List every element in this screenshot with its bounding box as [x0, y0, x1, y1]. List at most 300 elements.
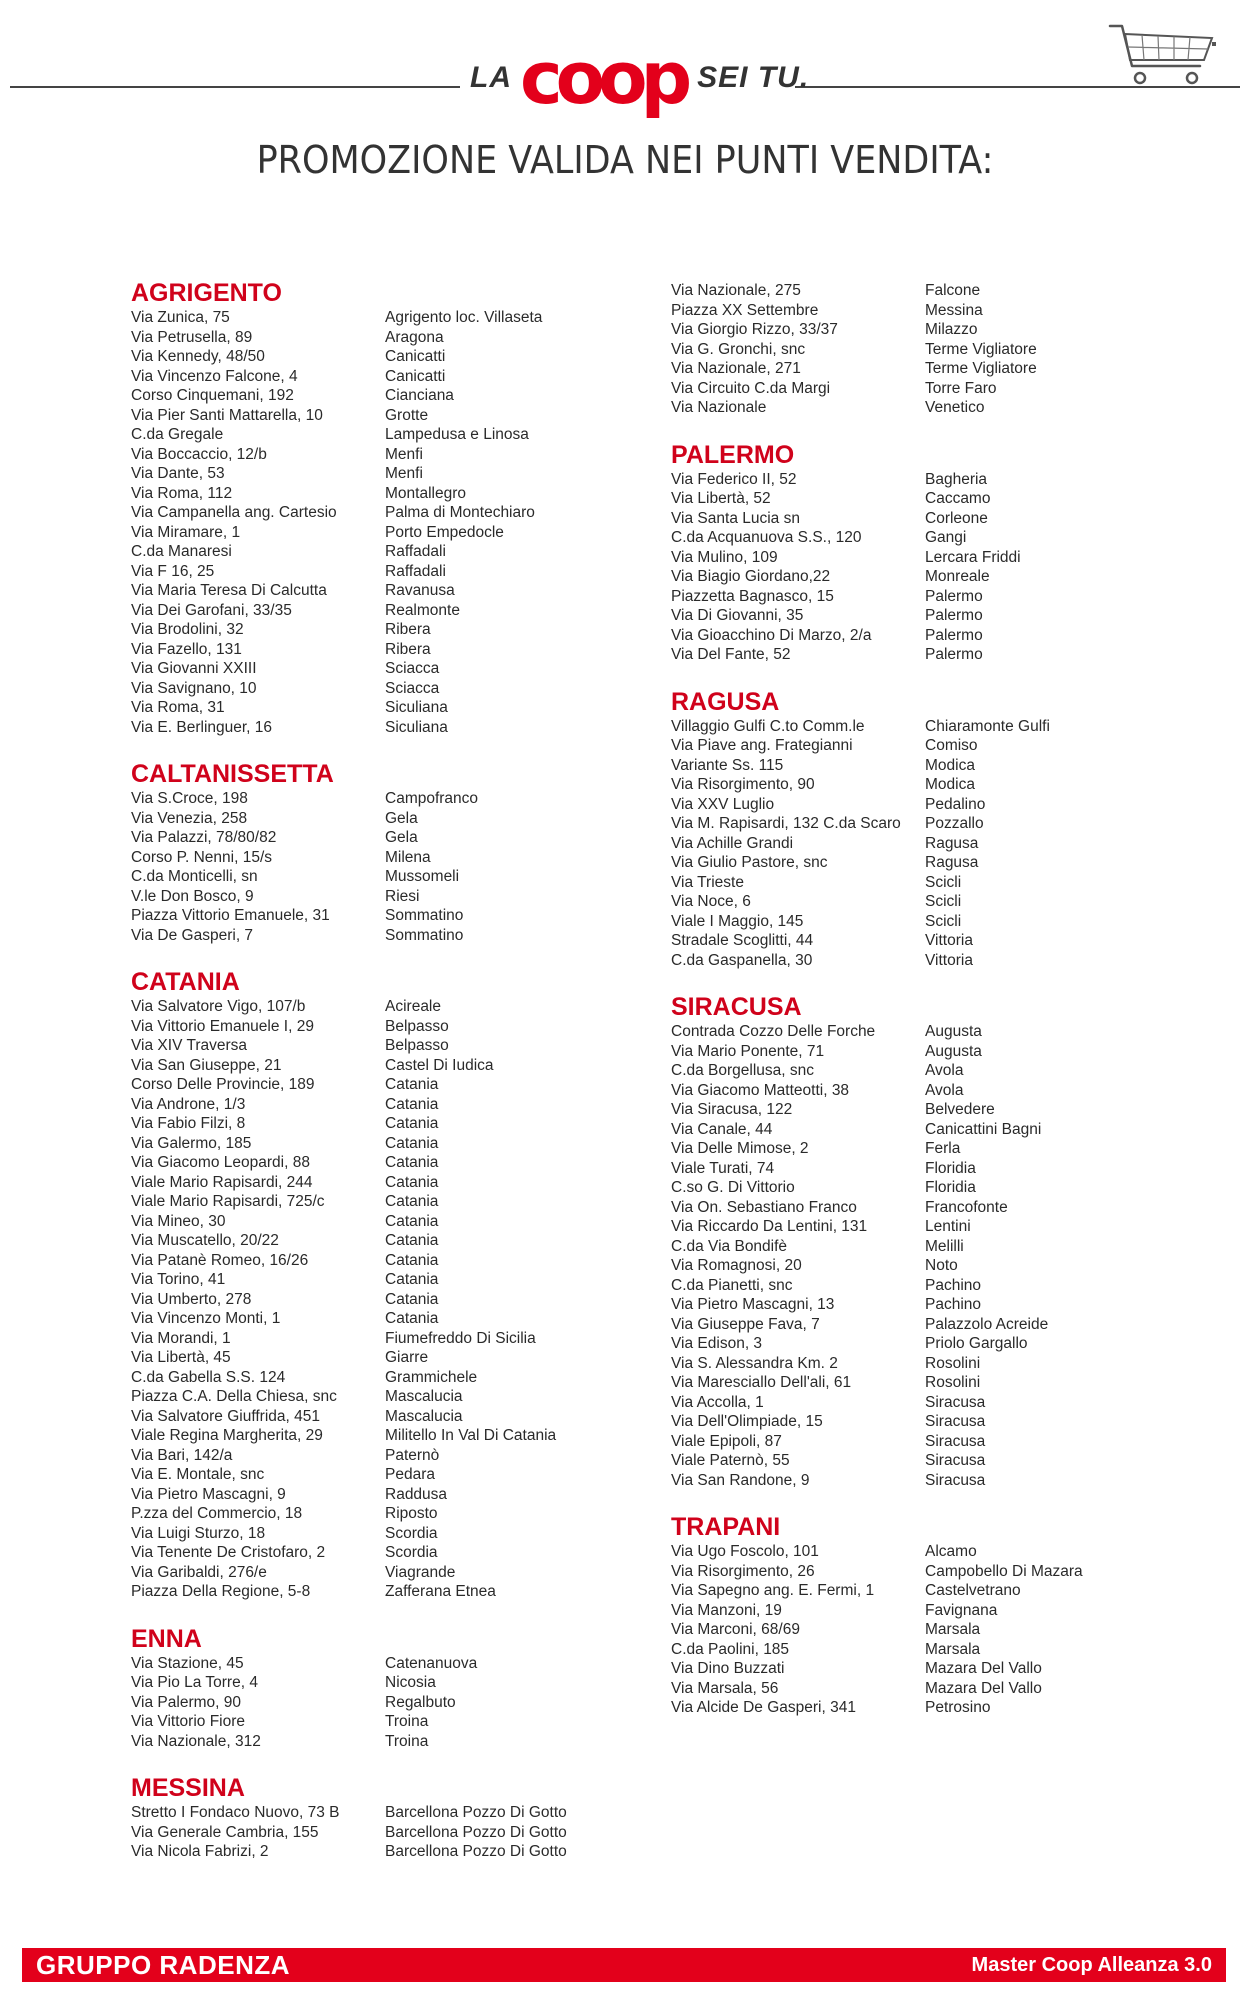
store-row [131, 503, 601, 523]
store-city: Canicatti [385, 348, 446, 365]
store-row [671, 931, 1141, 951]
store-row [131, 926, 601, 946]
store-address: Via Palermo, 90 [131, 1693, 241, 1711]
store-city: Avola [925, 1062, 964, 1079]
store-city: Messina [925, 301, 983, 319]
store-city: Ferla [925, 1140, 961, 1157]
store-row [671, 340, 1141, 360]
store-address: Via Noce, 6 [671, 893, 751, 910]
store-row [131, 867, 601, 887]
store-row [131, 425, 601, 445]
store-row [671, 1295, 1141, 1315]
province-heading: CALTANISSETTA [131, 760, 334, 788]
store-address: Via F 16, 25 [131, 562, 215, 580]
store-city: Catania [385, 1290, 439, 1308]
store-row [671, 1237, 1141, 1257]
store-city: Torre Faro [925, 379, 997, 397]
store-city: Scicli [925, 873, 962, 891]
store-row [131, 1192, 601, 1212]
store-city: Troina [385, 1713, 429, 1730]
store-address: Via Ugo Foscolo, 101 [671, 1543, 819, 1560]
store-city: Siracusa [925, 1452, 986, 1469]
store-row [671, 1100, 1141, 1120]
store-address: Corso Cinquemani, 192 [131, 387, 294, 404]
store-address: Via M. Rapisardi, 132 C.da Scaro [671, 815, 901, 832]
store-row [131, 1095, 601, 1115]
store-address: Via Venezia, 258 [131, 809, 248, 827]
store-row [671, 1601, 1141, 1621]
store-address: Viale Paternò, 55 [671, 1452, 790, 1469]
store-address: Via Libertà, 45 [131, 1349, 231, 1366]
store-city: Sommatino [385, 907, 464, 924]
store-city: Campobello Di Mazara [925, 1562, 1083, 1580]
store-row [131, 1056, 601, 1076]
store-address: Via Manzoni, 19 [671, 1601, 782, 1619]
store-row [671, 795, 1141, 815]
store-city: Catania [385, 1076, 439, 1093]
store-city: Augusta [925, 1023, 982, 1040]
store-city: Mascalucia [385, 1388, 463, 1405]
store-address: Via Trieste [671, 873, 744, 891]
store-address: Contrada Cozzo Delle Forche [671, 1023, 876, 1040]
store-city: Venetico [925, 399, 985, 416]
store-row [671, 1256, 1141, 1276]
store-address: V.le Don Bosco, 9 [131, 887, 254, 905]
store-city: Acireale [385, 998, 441, 1015]
store-city: Pedalino [925, 795, 986, 813]
store-row [671, 736, 1141, 756]
store-address: Via Pietro Mascagni, 9 [131, 1485, 286, 1503]
page-footer [22, 1948, 1226, 1982]
store-address: Via Torino, 41 [131, 1271, 226, 1288]
store-city: Comiso [925, 737, 978, 754]
store-city: Gela [385, 829, 418, 846]
store-city: Zafferana Etnea [385, 1583, 496, 1600]
store-address: Via Federico II, 52 [671, 470, 797, 488]
store-row [671, 470, 1141, 490]
store-city: Marsala [925, 1640, 981, 1658]
store-city: Montallegro [385, 484, 466, 502]
store-city: Scicli [925, 893, 962, 910]
store-city: Melilli [925, 1237, 964, 1255]
store-city: Palermo [925, 607, 983, 624]
store-row [131, 1712, 601, 1732]
store-row [131, 347, 601, 367]
store-row [671, 1698, 1141, 1718]
store-address: Via Tenente De Cristofaro, 2 [131, 1544, 326, 1561]
logo-la: LA [470, 61, 512, 94]
store-address: Via On. Sebastiano Franco [671, 1198, 857, 1216]
store-address: Variante Ss. 115 [671, 756, 784, 774]
store-city: Campofranco [385, 790, 479, 807]
store-city: Catania [385, 1115, 439, 1132]
province-section [671, 1512, 1141, 1718]
store-row [131, 1153, 601, 1173]
store-address: Via Generale Cambria, 155 [131, 1823, 319, 1841]
store-address: Via E. Montale, snc [131, 1466, 265, 1483]
store-city: Falcone [925, 282, 981, 299]
store-address: C.da Acquanuova S.S., 120 [671, 529, 862, 546]
store-city: Siculiana [385, 718, 448, 736]
store-row [671, 1393, 1141, 1413]
store-row [671, 1276, 1141, 1296]
store-address: Via Canale, 44 [671, 1120, 773, 1138]
store-address: Via Salvatore Giuffrida, 451 [131, 1407, 320, 1425]
store-address: Via Di Giovanni, 35 [671, 607, 804, 624]
store-row [131, 1290, 601, 1310]
store-city: Marsala [925, 1621, 981, 1638]
store-address: Via Dei Garofani, 33/35 [131, 601, 292, 619]
store-row [131, 1842, 601, 1862]
province-heading: SIRACUSA [671, 993, 802, 1021]
store-address: Piazza Vittorio Emanuele, 31 [131, 907, 330, 924]
store-row [671, 775, 1141, 795]
store-city: Mussomeli [385, 868, 460, 885]
store-address: Via Piave ang. Frategianni [671, 737, 853, 754]
store-address: Via Roma, 31 [131, 699, 225, 716]
store-row [131, 997, 601, 1017]
store-row [671, 645, 1141, 665]
store-city: Ragusa [925, 854, 979, 871]
store-row [131, 906, 601, 926]
store-city: Francofonte [925, 1198, 1008, 1216]
store-address: Via Circuito C.da Margi [671, 379, 831, 397]
province-heading: RAGUSA [671, 687, 780, 716]
store-row [131, 562, 601, 582]
store-address: C.da Gaspanella, 30 [671, 951, 813, 969]
store-city: Barcellona Pozzo Di Gotto [385, 1804, 567, 1821]
store-city: Riposto [385, 1505, 438, 1522]
store-address: Via Delle Mimose, 2 [671, 1140, 809, 1157]
store-city: Pozzallo [925, 815, 984, 832]
store-row [671, 528, 1141, 548]
store-address: Via Androne, 1/3 [131, 1095, 246, 1113]
store-row [131, 1270, 601, 1290]
store-row [131, 523, 601, 543]
store-address: Via Vincenzo Falcone, 4 [131, 367, 298, 385]
store-address: Via Fazello, 131 [131, 640, 242, 658]
store-address: Via Petrusella, 89 [131, 328, 253, 346]
store-address: Via Patanè Romeo, 16/26 [131, 1251, 309, 1269]
province-section [671, 440, 1141, 665]
section-gap [671, 970, 1141, 992]
store-row [671, 1640, 1141, 1660]
store-row [131, 828, 601, 848]
store-city: Catania [385, 1134, 439, 1152]
store-row [671, 1022, 1141, 1042]
store-row [131, 679, 601, 699]
store-row [131, 718, 601, 738]
store-row [671, 548, 1141, 568]
store-row [131, 328, 601, 348]
store-row [131, 1803, 601, 1823]
store-row [131, 1673, 601, 1693]
store-row [131, 406, 601, 426]
store-row [131, 1251, 601, 1271]
store-address: Corso P. Nenni, 15/s [131, 848, 273, 866]
store-city: Palermo [925, 626, 983, 644]
store-city: Catania [385, 1271, 439, 1288]
store-address: Via Brodolini, 32 [131, 621, 244, 638]
store-city: Noto [925, 1257, 958, 1274]
store-city: Rosolini [925, 1374, 981, 1391]
store-row [671, 951, 1141, 971]
store-city: Militello In Val Di Catania [385, 1427, 557, 1444]
province-heading: MESSINA [131, 1774, 245, 1802]
store-row [131, 640, 601, 660]
store-address: Via Bari, 142/a [131, 1446, 233, 1464]
store-address: C.da Paolini, 185 [671, 1640, 790, 1658]
store-city: Barcellona Pozzo Di Gotto [385, 1823, 567, 1841]
store-address: Via Libertà, 52 [671, 490, 771, 507]
store-row [671, 1432, 1141, 1452]
store-city: Floridia [925, 1179, 976, 1196]
store-city: Paternò [385, 1446, 440, 1464]
store-city: Siracusa [925, 1432, 986, 1450]
store-address: Via Pio La Torre, 4 [131, 1674, 258, 1691]
store-city: Ragusa [925, 834, 979, 852]
store-address: Viale Regina Margherita, 29 [131, 1427, 323, 1444]
store-row [131, 1036, 601, 1056]
store-address: Via Fabio Filzi, 8 [131, 1115, 246, 1132]
store-city: Terme Vigliatore [925, 360, 1037, 377]
store-city: Agrigento loc. Villaseta [385, 309, 543, 326]
store-address: Via Boccaccio, 12/b [131, 445, 267, 463]
store-city: Pedara [385, 1466, 435, 1483]
page-header [0, 0, 1250, 120]
store-city: Mazara Del Vallo [925, 1660, 1042, 1677]
store-row [671, 892, 1141, 912]
store-row [131, 1823, 601, 1843]
store-address: Viale I Maggio, 145 [671, 912, 804, 930]
store-address: Via Accolla, 1 [671, 1393, 764, 1411]
store-address: Via S.Croce, 198 [131, 790, 248, 807]
store-address: Via Salvatore Vigo, 107/b [131, 998, 306, 1015]
store-city: Priolo Gargallo [925, 1335, 1028, 1352]
province-section [131, 759, 601, 945]
store-city: Monreale [925, 568, 990, 585]
store-address: Via Kennedy, 48/50 [131, 348, 265, 365]
store-address: Via Risorgimento, 26 [671, 1562, 815, 1580]
store-row [131, 1732, 601, 1752]
store-city: Milena [385, 848, 431, 866]
store-row [671, 873, 1141, 893]
store-address: C.da Manaresi [131, 543, 232, 560]
store-city: Modica [925, 756, 975, 774]
store-row [131, 1348, 601, 1368]
store-city: Rosolini [925, 1354, 981, 1372]
store-address: Viale Mario Rapisardi, 244 [131, 1173, 313, 1191]
store-address: Via G. Gronchi, snc [671, 340, 806, 358]
store-row [131, 367, 601, 387]
store-address: Via Vittorio Emanuele I, 29 [131, 1017, 314, 1035]
page-title: PROMOZIONE VALIDA NEI PUNTI VENDITA: [256, 138, 994, 182]
store-address: Via Giuseppe Fava, 7 [671, 1315, 820, 1333]
store-address: Via Galermo, 185 [131, 1134, 252, 1152]
store-city: Riesi [385, 887, 420, 905]
store-city: Mascalucia [385, 1407, 463, 1425]
store-row [671, 1679, 1141, 1699]
store-row [671, 1120, 1141, 1140]
store-city: Catania [385, 1212, 439, 1230]
store-row [671, 1581, 1141, 1601]
store-address: Via Alcide De Gasperi, 341 [671, 1699, 856, 1716]
store-city: Regalbuto [385, 1693, 456, 1711]
store-row [671, 301, 1141, 321]
store-address: Via Dell'Olimpiade, 15 [671, 1413, 823, 1430]
store-row [131, 1485, 601, 1505]
store-address: Stradale Scoglitti, 44 [671, 932, 814, 949]
store-row [671, 1334, 1141, 1354]
store-row [671, 756, 1141, 776]
store-address: C.so G. Di Vittorio [671, 1179, 795, 1196]
store-city: Belvedere [925, 1101, 995, 1118]
store-city: Milazzo [925, 321, 978, 338]
store-city: Porto Empedocle [385, 523, 504, 541]
section-gap [671, 1490, 1141, 1512]
store-address: Via Marconi, 68/69 [671, 1621, 800, 1638]
store-row [671, 281, 1141, 301]
store-city: Ravanusa [385, 582, 455, 599]
store-city: Catania [385, 1154, 439, 1171]
store-city: Ribera [385, 640, 431, 658]
province-heading: CATANIA [131, 968, 240, 996]
store-row [131, 1446, 601, 1466]
store-city: Modica [925, 776, 975, 793]
store-row [671, 1159, 1141, 1179]
store-row [671, 1217, 1141, 1237]
store-city: Catania [385, 1310, 439, 1327]
store-address: Via Stazione, 45 [131, 1654, 244, 1672]
store-address: Piazza C.A. Della Chiesa, snc [131, 1388, 337, 1405]
store-address: Via Savignano, 10 [131, 679, 257, 697]
store-city: Troina [385, 1732, 429, 1750]
store-row [131, 1465, 601, 1485]
store-city: Aragona [385, 328, 444, 346]
store-city: Lentini [925, 1218, 971, 1235]
section-gap [131, 737, 601, 759]
store-city: Belpasso [385, 1017, 449, 1035]
store-city: Canicattini Bagni [925, 1120, 1042, 1138]
coop-logo [470, 38, 809, 118]
store-address: Via Luigi Sturzo, 18 [131, 1524, 266, 1542]
store-address: C.da Via Bondifè [671, 1237, 788, 1255]
store-row [671, 606, 1141, 626]
store-row [131, 1582, 601, 1602]
store-address: Via XIV Traversa [131, 1037, 248, 1054]
store-address: Via Biagio Giordano,22 [671, 568, 831, 585]
store-row [671, 912, 1141, 932]
store-row [671, 1315, 1141, 1335]
store-address: Via Giacomo Matteotti, 38 [671, 1081, 850, 1099]
store-city: Gangi [925, 529, 967, 546]
store-address: Via Santa Lucia sn [671, 509, 800, 527]
store-address: C.da Pianetti, snc [671, 1276, 793, 1294]
province-section [671, 992, 1141, 1490]
store-city: Sommatino [385, 926, 464, 944]
left-column [131, 278, 601, 1862]
store-address: Via Dino Buzzati [671, 1660, 785, 1677]
store-address: Via Morandi, 1 [131, 1329, 231, 1347]
store-address: Stretto I Fondaco Nuovo, 73 B [131, 1804, 340, 1821]
store-city: Avola [925, 1081, 964, 1099]
store-row [671, 1659, 1141, 1679]
store-row [671, 1620, 1141, 1640]
store-address: Via Marsala, 56 [671, 1679, 779, 1697]
store-row [131, 601, 601, 621]
store-row [131, 1504, 601, 1524]
store-address: C.da Gregale [131, 426, 224, 443]
store-city: Catania [385, 1251, 439, 1269]
store-city: Palazzolo Acreide [925, 1315, 1049, 1333]
store-city: Raffadali [385, 543, 446, 560]
province-section [671, 687, 1141, 971]
store-address: Via Maria Teresa Di Calcutta [131, 582, 327, 599]
logo-coop: coop [520, 36, 686, 120]
store-city: Chiaramonte Gulfi [925, 717, 1050, 735]
store-city: Petrosino [925, 1699, 991, 1716]
store-row [671, 1412, 1141, 1432]
section-gap [131, 945, 601, 967]
store-city: Mazara Del Vallo [925, 1679, 1042, 1697]
province-heading: ENNA [131, 1624, 202, 1653]
store-address: Via Romagnosi, 20 [671, 1257, 802, 1274]
store-row [131, 789, 601, 809]
store-row [671, 1139, 1141, 1159]
store-city: Scordia [385, 1544, 438, 1561]
store-city: Siracusa [925, 1393, 986, 1411]
store-row [671, 626, 1141, 646]
store-row [671, 1081, 1141, 1101]
store-row [671, 509, 1141, 529]
province-section [131, 1624, 601, 1752]
store-address: Via Edison, 3 [671, 1335, 763, 1352]
right-column [671, 281, 1141, 1718]
store-row [671, 1178, 1141, 1198]
store-city: Fiumefreddo Di Sicilia [385, 1329, 536, 1347]
store-address: Via Vincenzo Monti, 1 [131, 1310, 281, 1327]
store-row [131, 581, 601, 601]
store-address: Via Siracusa, 122 [671, 1101, 793, 1118]
store-city: Pachino [925, 1276, 982, 1294]
store-row [671, 1471, 1141, 1491]
store-row [131, 659, 601, 679]
store-row [671, 1451, 1141, 1471]
store-city: Giarre [385, 1349, 429, 1366]
store-address: Via San Randone, 9 [671, 1471, 810, 1489]
store-address: Via S. Alessandra Km. 2 [671, 1354, 838, 1372]
store-city: Catania [385, 1173, 439, 1191]
store-row [131, 1212, 601, 1232]
store-row [671, 379, 1141, 399]
store-address: Via Nazionale [671, 399, 767, 416]
store-city: Vittoria [925, 951, 973, 969]
store-address: Via Umberto, 278 [131, 1290, 252, 1308]
store-address: Via Nicola Fabrizi, 2 [131, 1843, 269, 1860]
store-row [131, 386, 601, 406]
store-city: Grotte [385, 406, 429, 424]
store-city: Siracusa [925, 1471, 986, 1489]
province-section [131, 967, 601, 1602]
province-heading: AGRIGENTO [131, 279, 282, 307]
shopping-cart-icon [1108, 20, 1218, 90]
store-row [131, 1368, 601, 1388]
store-address: Via Palazzi, 78/80/82 [131, 829, 277, 846]
store-city: Scordia [385, 1524, 438, 1542]
store-city: Lercara Friddi [925, 548, 1021, 566]
store-city: Viagrande [385, 1563, 456, 1581]
store-row [671, 814, 1141, 834]
